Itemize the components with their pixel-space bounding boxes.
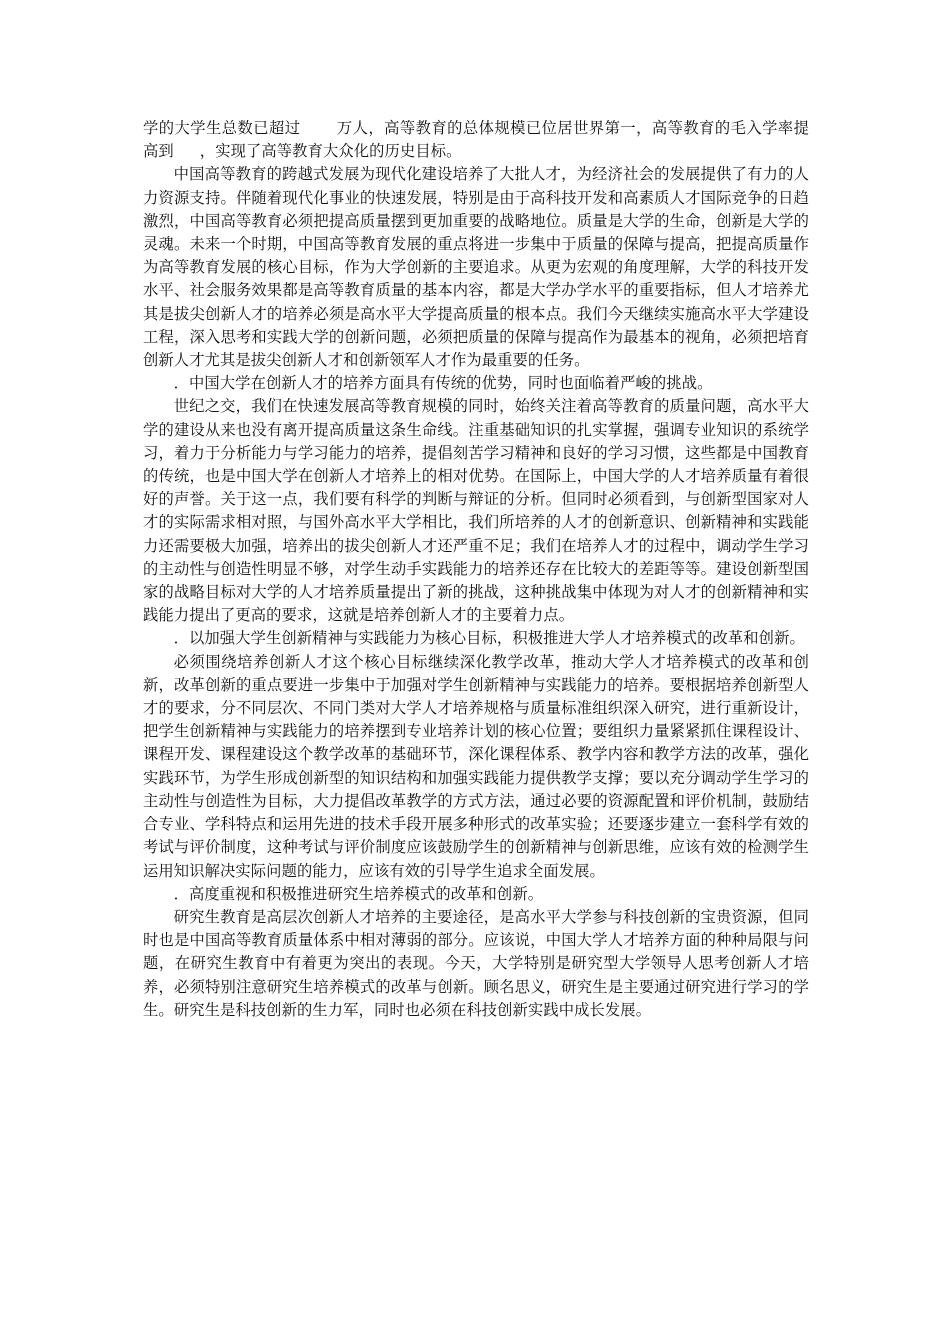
- text-segment: 学的大学生总数已超过: [143, 119, 301, 137]
- paragraph-intro: [143, 117, 809, 163]
- text-segment: 万人，高等教育的总体规模已位居世界第一，高等教育的毛入学率提高到: [143, 119, 809, 161]
- document-body: [143, 117, 809, 1022]
- paragraph-body: 研究生教育是高层次创新人才培养的主要途径，是高水平大学参与科技创新的宝贵资源，但同时也是中国高等教育质量体系中相对薄弱的部分。应该说，中国大学人才培养方面的种种局限与问题，在研究生教育中有着更为突出的表现。今天，大学特别是研究型大学领导人思考创新人才培养，必须特别注意研究生培养模式的改革与创新。顾名思义，研究生是主要通过研究进行学习的学生。研究生是科技创新的生力军，同时也必须在科技创新实践中成长发展。: [143, 907, 809, 1019]
- section-heading: ．中国大学在创新人才的培养方面具有传统的优势，同时也面临着严峻的挑战。: [173, 374, 713, 393]
- paragraph-body: 必须围绕培养创新人才这个核心目标继续深化教学改革，推动大学人才培养模式的改革和创新，改革创新的重点要进一步集中于加强对学生创新精神与实践能力的培养。要根据培养创新型人才的要求，分不同层次、不同门类对大学人才培养规格与质量标准组织深入研究，进行重新设计，把学生创新精神与实践能力的培养摆到专业培养计划的核心位置；要组织力量紧紧抓住课程设计、课程开发、课程建设这个教学改革的基础环节，深化课程体系、教学内容和教学方法的改革，强化实践环节，为学生形成创新型的知识结构和加强实践能力提供教学支撑；要以充分调动学生学习的主动性与创造性为目标，大力提倡改革教学的方式方法，通过必要的资源配置和评价机制，鼓励结合专业、学科特点和运用先进的技术手段开展多种形式的改革实验；还要逐步建立一套科学有效的考试与评价制度，这种考试与评价制度应该鼓励学生的创新精神与创新思维，应该有效的检测学生运用知识解决实际问题的能力，应该有效的引导学生追求全面发展。: [143, 652, 809, 880]
- paragraph-body: 中国高等教育的跨越式发展为现代化建设培养了大批人才，为经济社会的发展提供了有力的人力资源支持。伴随着现代化事业的快速发展，特别是由于高科技开发和高素质人才国际竞争的日趋激烈，中国高等教育必须把提高质量摆到更加重要的战略地位。质量是大学的生命，创新是大学的灵魂。未来一个时期，中国高等教育发展的重点将进一步集中于质量的保障与提高，把提高质量作为高等教育发展的核心目标，作为大学创新的主要追求。从更为宏观的角度理解，大学的科技开发水平、社会服务效果都是高等教育质量的基本内容，都是大学办学水平的重要指标，但人才培养尤其是拔尖创新人才的培养必须是高水平大学提高质量的根本点。我们今天继续实施高水平大学建设工程，深入思考和实践大学的创新问题，必须把质量的保障与提高作为最基本的视角，必须把培育创新人才尤其是拔尖创新人才和创新领军人才作为最重要的任务。: [143, 165, 809, 370]
- section-heading: ．以加强大学生创新精神与实践能力为核心目标，积极推进大学人才培养模式的改革和创新。: [173, 629, 805, 648]
- section-heading: ．高度重视和积极推进研究生培养模式的改革和创新。: [173, 884, 544, 903]
- paragraph-body: 世纪之交，我们在快速发展高等教育规模的同时，始终关注着高等教育的质量问题，高水平大学的建设从来也没有离开提高质量这条生命线。注重基础知识的扎实掌握，强调专业知识的系统学习，着力于分析能力与学习能力的培养，提倡刻苦学习精神和良好的学习习惯，这些都是中国教育的传统，也是中国大学在创新人才培养上的相对优势。在国际上，中国大学的人才培养质量有着很好的声誉。关于这一点，我们要有科学的判断与辩证的分析。但同时必须看到，与创新型国家对人才的实际需求相对照，与国外高水平大学相比，我们所培养的人才的创新意识、创新精神和实践能力还需要极大加强，培养出的拔尖创新人才还严重不足；我们在培养人才的过程中，调动学生学习的主动性与创造性明显不够，对学生动手实践能力的培养还存在比较大的差距等等。建设创新型国家的战略目标对大学的人才培养质量提出了新的挑战，这种挑战集中体现为对人才的创新精神和实践能力提出了更高的要求，这就是培养创新人才的主要着力点。: [143, 397, 809, 625]
- text-segment: ，实现了高等教育大众化的历史目标。: [199, 142, 462, 161]
